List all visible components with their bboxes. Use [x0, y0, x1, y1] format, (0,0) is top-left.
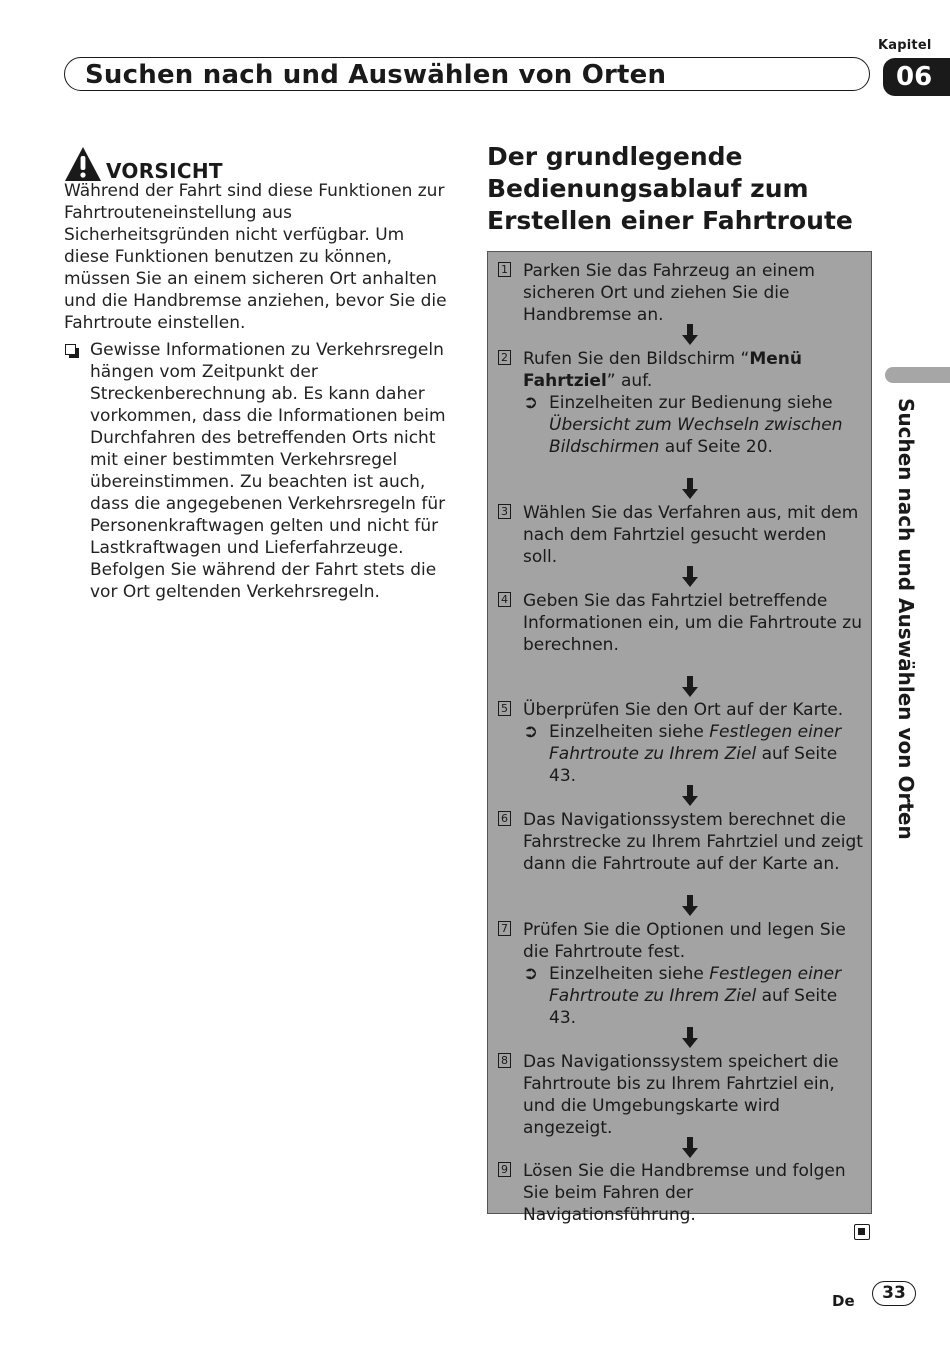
side-chapter-title — [895, 398, 917, 838]
end-of-section-icon — [854, 1224, 870, 1240]
page-number: 33 — [872, 1281, 916, 1306]
step-text: Das Navigationssystem speichert die Fahrtroute bis zu Ihrem Fahrtziel ein, und die Umgebungskarte wird angezeigt. — [523, 1052, 839, 1138]
step-text: Überprüfen Sie den Ort auf der Karte. — [523, 700, 844, 720]
arrow-down-icon — [682, 785, 698, 807]
reference-link: Festlegen einer Fahrtroute zu Ihrem Ziel — [549, 722, 842, 764]
menu-name: Menü Fahrtziel — [523, 349, 802, 391]
step-9 — [498, 1160, 863, 1226]
side-chapter-title-text: Suchen nach und Auswählen von Orten — [894, 398, 918, 840]
reference-text — [549, 963, 863, 1029]
arrow-down-icon — [682, 1137, 698, 1159]
chapter-title: Suchen nach und Auswählen von Orten — [85, 60, 667, 90]
step-number: 6 — [498, 811, 511, 826]
reference-text-part: Einzelheiten siehe — [549, 722, 710, 742]
note-block — [64, 339, 454, 603]
step-number: 9 — [498, 1162, 511, 1177]
caution-block — [64, 146, 454, 334]
step-7 — [498, 919, 863, 1029]
section-heading-line-1: Der grundlegende — [487, 142, 743, 171]
reference-text-part: auf Seite 43. — [549, 986, 838, 1028]
checkbox-bullet-icon — [65, 344, 76, 355]
step-text-part: ” auf. — [606, 371, 653, 391]
step-number: 1 — [498, 262, 511, 277]
step-number: 5 — [498, 701, 511, 716]
section-heading — [487, 141, 877, 237]
step-text: Parken Sie das Fahrzeug an einem sicheren Ort und ziehen Sie die Handbremse an. — [523, 261, 815, 325]
arrow-down-icon — [682, 895, 698, 917]
reference-link: Festlegen einer Fahrtroute zu Ihrem Ziel — [549, 964, 842, 1006]
step-text: Das Navigationssystem berechnet die Fahrstrecke zu Ihrem Fahrtziel und zeigt dann die Fahrtroute auf der Karte an. — [523, 810, 863, 874]
reference-arrow-icon: ➲ — [523, 721, 539, 742]
warning-triangle-icon — [64, 146, 102, 182]
note-text: Gewisse Informationen zu Verkehrsregeln hängen vom Zeitpunkt der Streckenberechnung ab. Es kann daher vorkommen, dass die Informationen beim Durchfahren des betreffenden Orts nicht mit einer bestimmten Verkehrsregel übereinstimmen. Zu beachten ist auch, dass die angegebenen Verkehrsregeln für Personenkraftwagen gelten und nicht für Lastkraftwagen und Lieferfahrzeuge. Befolgen Sie während der Fahrt stets die vor Ort geltenden Verkehrsregeln. — [90, 340, 446, 602]
language-code: De — [832, 1292, 855, 1310]
step-text: Prüfen Sie die Optionen und legen Sie die Fahrtroute fest. — [523, 920, 846, 962]
step-text: Wählen Sie das Verfahren aus, mit dem nach dem Fahrtziel gesucht werden soll. — [523, 503, 859, 567]
reference-text-part: Einzelheiten siehe — [549, 964, 710, 984]
kapitel-label: Kapitel — [878, 38, 932, 53]
section-heading-line-3: Erstellen einer Fahrtroute — [487, 206, 853, 235]
step-1 — [498, 260, 863, 326]
side-tab-marker — [885, 367, 950, 383]
step-reference — [523, 392, 863, 458]
step-number: 2 — [498, 350, 511, 365]
step-text: Geben Sie das Fahrtziel betreffende Informationen ein, um die Fahrtroute zu berechnen. — [523, 591, 863, 655]
chapter-number-badge — [883, 58, 950, 96]
step-reference — [523, 963, 863, 1029]
step-number: 8 — [498, 1053, 511, 1068]
step-number: 4 — [498, 592, 511, 607]
step-5 — [498, 699, 863, 787]
reference-text-part: auf Seite 43. — [549, 744, 838, 786]
section-heading-line-2: Bedienungsablauf zum — [487, 174, 809, 203]
arrow-down-icon — [682, 1027, 698, 1049]
step-4 — [498, 590, 863, 656]
reference-arrow-icon: ➲ — [523, 392, 539, 413]
procedure-flow-box — [487, 251, 872, 1225]
step-text: Lösen Sie die Handbremse und folgen Sie beim Fahren der Navigationsführung. — [523, 1161, 846, 1225]
step-text-part: Rufen Sie den Bildschirm “ — [523, 349, 750, 369]
reference-link: Übersicht zum Wechseln zwischen Bildschirmen — [549, 415, 843, 457]
arrow-down-icon — [682, 676, 698, 698]
reference-text-part: auf Seite 20. — [659, 437, 773, 457]
step-number: 7 — [498, 921, 511, 936]
caution-text: Während der Fahrt sind diese Funktionen zur Fahrtrouteneinstellung aus Sicherheitsgründen nicht verfügbar. Um diese Funktionen benutzen zu können, müssen Sie an einem sicheren Ort anhalten und die Handbremse anziehen, bevor Sie die Fahrtroute einstellen. — [64, 181, 447, 333]
step-6 — [498, 809, 863, 875]
reference-text — [549, 392, 863, 458]
chapter-number: 06 — [896, 62, 933, 92]
chapter-header — [64, 57, 870, 91]
step-text — [523, 348, 863, 392]
step-reference — [523, 721, 863, 787]
arrow-down-icon — [682, 478, 698, 500]
step-number: 3 — [498, 504, 511, 519]
arrow-down-icon — [682, 566, 698, 588]
step-8 — [498, 1051, 863, 1139]
reference-arrow-icon: ➲ — [523, 963, 539, 984]
caution-title: VORSICHT — [106, 159, 223, 183]
step-3 — [498, 502, 863, 568]
step-2 — [498, 348, 863, 458]
arrow-down-icon — [682, 324, 698, 346]
reference-text-part: Einzelheiten zur Bedienung siehe — [549, 393, 833, 413]
reference-text — [549, 721, 863, 787]
